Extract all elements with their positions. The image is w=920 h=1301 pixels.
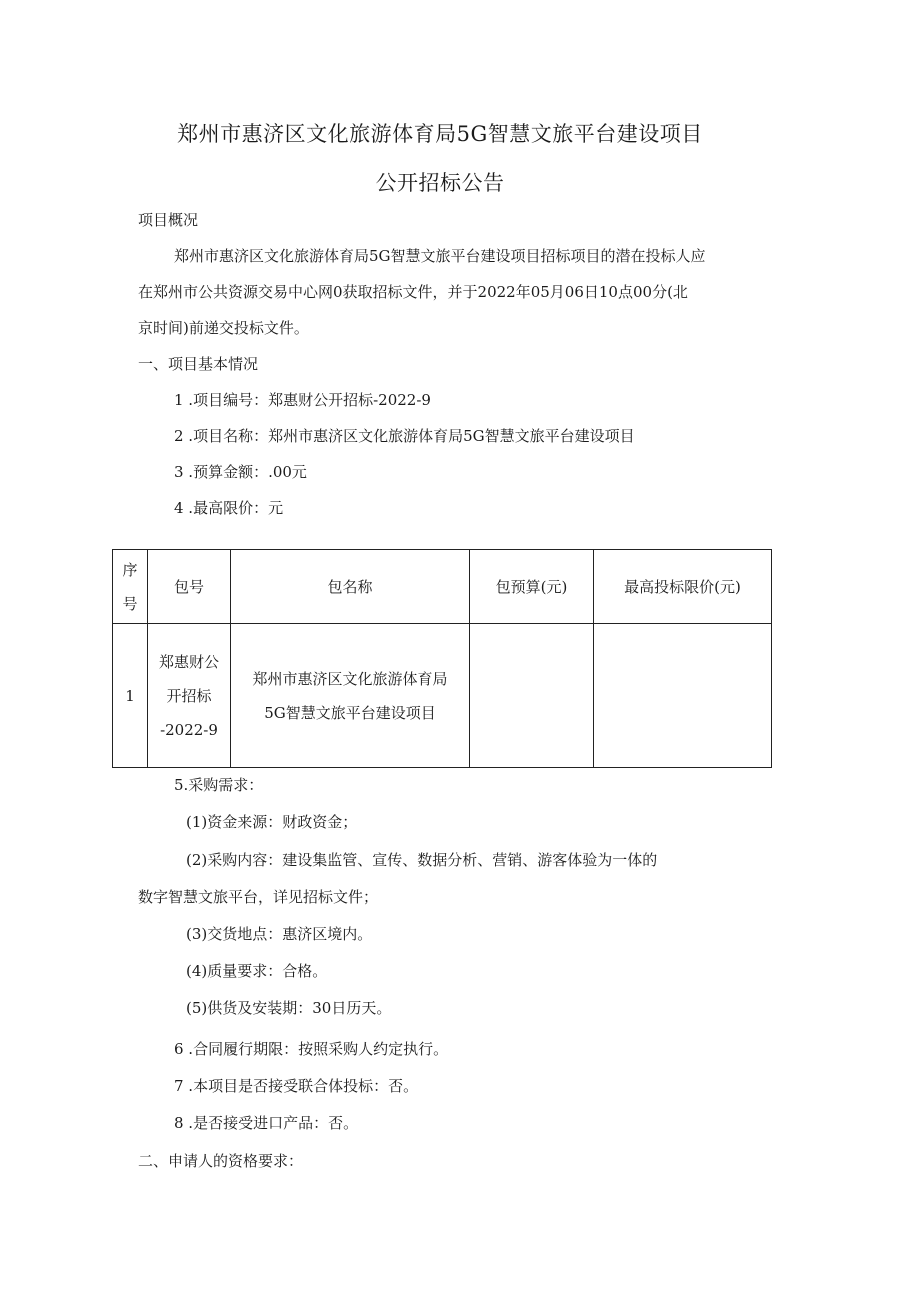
item-5-4-quality: (4)质量要求：合格。 (186, 962, 328, 980)
item-5-2-content-cont: 数字智慧文旅平台，详见招标文件； (138, 888, 379, 906)
item-7-consortium: 7 .本项目是否接受联合体投标：否。 (174, 1077, 419, 1095)
item-6-contract-term: 6 .合同履行期限：按照采购人约定执行。 (174, 1040, 449, 1058)
table-row (113, 624, 772, 768)
item-1-project-number: 1 .项目编号：郑惠财公开招标-2022-9 (174, 391, 431, 409)
cell-pkg-name-line-2: 5G智慧文旅平台建设项目 (264, 703, 436, 722)
item-5-1-funding: (1)资金来源：财政资金； (186, 813, 358, 831)
section2-heading: 二、申请人的资格要求： (138, 1152, 304, 1170)
cell-max-price (594, 624, 772, 768)
package-table (112, 549, 772, 768)
item-5-2-content: (2)采购内容：建设集监管、宣传、数据分析、营销、游客体验为一体的 (186, 851, 658, 869)
section1-heading: 一、项目基本情况 (138, 355, 259, 373)
item-5-requirements: 5.采购需求： (174, 776, 264, 794)
item-4-max-price: 4 .最高限价：元 (174, 499, 284, 517)
header-pkg-budget: 包预算(元) (470, 550, 594, 624)
cell-pkg-no-line-1: 郑惠财公 (158, 652, 219, 671)
overview-text-2: 在郑州市公共资源交易中心网0获取招标文件，并于2022年05月06日10点00分(北 (138, 283, 688, 301)
cell-pkg-no-line-2: 开招标 (166, 686, 212, 705)
title-line-1: 郑州市惠济区文化旅游体育局5G智慧文旅平台建设项目 (177, 122, 703, 146)
item-8-imports: 8 .是否接受进口产品：否。 (174, 1114, 359, 1132)
header-seq (113, 550, 148, 624)
header-max-price: 最高投标限价(元) (594, 550, 772, 624)
item-5-3-location: (3)交货地点：惠济区境内。 (186, 925, 373, 943)
table-header-row (113, 550, 772, 624)
cell-pkg-name (231, 624, 470, 768)
cell-seq: 1 (113, 624, 148, 768)
cell-pkg-no (148, 624, 231, 768)
cell-pkg-budget (470, 624, 594, 768)
header-seq-line-1: 序 (122, 560, 138, 579)
header-pkg-no: 包号 (148, 550, 231, 624)
item-2-project-name: 2 .项目名称：郑州市惠济区文化旅游体育局5G智慧文旅平台建设项目 (174, 427, 635, 445)
overview-heading: 项目概况 (138, 211, 199, 229)
overview-text-3: 京时间)前递交投标文件。 (138, 319, 309, 337)
item-5-5-delivery: (5)供货及安装期：30日历天。 (186, 999, 392, 1017)
cell-pkg-name-line-1: 郑州市惠济区文化旅游体育局 (252, 669, 448, 688)
header-seq-line-2: 号 (122, 594, 138, 613)
title-line-2: 公开招标公告 (375, 171, 505, 195)
overview-text-1: 郑州市惠济区文化旅游体育局5G智慧文旅平台建设项目招标项目的潜在投标人应 (174, 247, 706, 265)
cell-pkg-no-line-3: -2022-9 (160, 720, 218, 739)
item-3-budget: 3 .预算金额：.00元 (174, 463, 307, 481)
header-pkg-name: 包名称 (231, 550, 470, 624)
